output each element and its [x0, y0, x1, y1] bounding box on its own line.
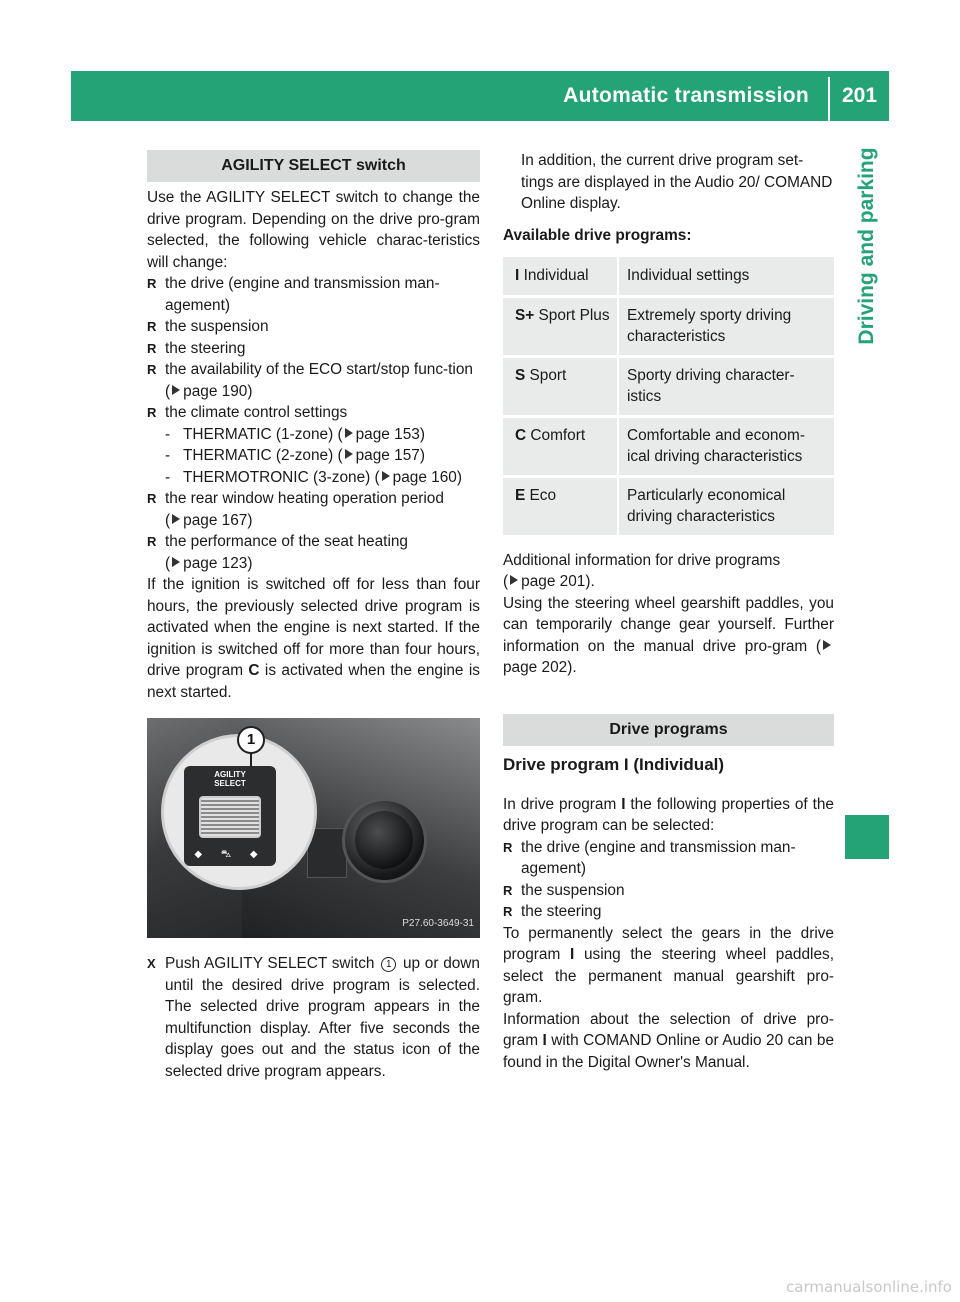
car-arrows-icon: ◆ ⛍ ◆: [194, 849, 266, 860]
dp-intro: In drive program I the following properties of the drive program can be selected:: [503, 795, 834, 834]
page-ref-arrow-icon: [510, 575, 518, 585]
agility-intro: Use the AGILITY SELECT switch to change the drive program. Depending on the drive pro-gram selected, the following vehicle charac-teristics will change:: [147, 189, 480, 271]
controller-knob-inner: [355, 811, 413, 869]
sub-list-item: - THERMATIC (1-zone) ( page 153): [147, 424, 480, 446]
subsection-heading: Drive program I (Individual): [503, 754, 725, 774]
section-heading-agility: AGILITY SELECT switch: [147, 150, 480, 182]
instruction-step: X Push AGILITY SELECT switch 1 up or down until the desired drive program is selected. The selected drive program appears in the multifunction display. After five seconds the display goes out and the status icon of the selected drive program appears.: [147, 953, 480, 1082]
page-ref[interactable]: page 201).: [521, 573, 595, 590]
table-row: [503, 298, 834, 355]
page-ref-arrow-icon: [172, 385, 180, 395]
table-row: [503, 418, 834, 475]
ignition-paragraph: If the ignition is switched off for less than four hours, the previously selected drive program is activated when the engine is next started. If the ignition is switched off for more than four hours, drive program C is activated when the engine is next started.: [147, 576, 480, 701]
agility-select-photo: [147, 718, 480, 938]
list-item-eco: R the availability of the ECO start/stop func-tion ( page 190): [147, 359, 480, 402]
page-ref[interactable]: page 202).: [503, 659, 577, 676]
list-item: R the suspension: [147, 316, 480, 338]
side-tab-label: Driving and parking: [855, 147, 878, 345]
program-name: S+ Sport Plus: [503, 298, 617, 355]
drive-programs-table: [503, 254, 834, 538]
page-ref-arrow-icon: [823, 640, 831, 650]
program-name: I Individual: [503, 257, 617, 295]
side-tab: [845, 121, 889, 371]
program-desc: Comfortable and econom-ical driving characteristics: [617, 418, 834, 475]
page-ref[interactable]: page 157): [355, 447, 425, 464]
display-intro: In addition, the current drive program set-tings are displayed in the Audio 20/ COMAND Online display.: [521, 152, 833, 212]
paddles-paragraph: Using the steering wheel gearshift paddles, you can temporarily change gear yourself. Further information on the manual drive pro-gram (page 202).: [503, 594, 834, 676]
switch-label: AGILITY SELECT: [214, 770, 246, 788]
program-name: E Eco: [503, 478, 617, 535]
program-name: S Sport: [503, 358, 617, 415]
sub-list-item: - THERMOTRONIC (3-zone) ( page 160): [147, 467, 480, 489]
table-row: [503, 257, 834, 295]
page-ref-arrow-icon: [345, 428, 353, 438]
list-item: R the drive (engine and transmission man-agement): [147, 273, 480, 316]
program-name: C Comfort: [503, 418, 617, 475]
page-ref-arrow-icon: [172, 514, 180, 524]
page-ref-arrow-icon: [345, 449, 353, 459]
info-paragraph: Information about the selection of drive pro-gram I with COMAND Online or Audio 20 can be found in the Digital Owner's Manual.: [503, 1010, 835, 1071]
list-item: R the steering: [503, 901, 834, 923]
page-ref[interactable]: page 153): [355, 425, 425, 443]
table-row: [503, 358, 834, 415]
section-heading-drive-programs: Drive programs: [503, 714, 834, 746]
page-ref-arrow-icon: [172, 557, 180, 567]
page-header: [71, 71, 889, 121]
permanent-paragraph: To permanently select the gears in the drive program I using the steering wheel paddles, select the permanent manual gearshift pro-gram.: [503, 924, 834, 1006]
left-column: [147, 150, 480, 1082]
table-row: [503, 478, 834, 535]
available-heading: Available drive programs:: [503, 226, 692, 244]
program-desc: Particularly economical driving characteristics: [617, 478, 834, 535]
list-item-seat-heating: R the performance of the seat heating ( page 123): [147, 531, 480, 574]
page-number: 201: [841, 84, 878, 107]
side-tab-marker: [845, 815, 889, 859]
page-ref[interactable]: page 190): [183, 382, 253, 400]
program-desc: Sporty driving character-istics: [617, 358, 834, 415]
callout-ref: 1: [381, 957, 396, 972]
page-ref-arrow-icon: [382, 471, 390, 481]
list-item-climate: R the climate control settings: [147, 402, 480, 424]
callout-line: [250, 754, 252, 768]
additional-info: Additional information for drive programs ( page 201).: [503, 551, 781, 590]
callout-number: 1: [237, 726, 265, 754]
chapter-title: Automatic transmission: [563, 84, 809, 107]
program-desc: Extremely sporty driving characteristics: [617, 298, 834, 355]
agility-switch: [199, 796, 261, 838]
list-item: R the steering: [147, 338, 480, 360]
page-ref[interactable]: page 123): [183, 554, 253, 572]
list-item: R the drive (engine and transmission man-agement): [503, 837, 834, 880]
sub-list-item: - THERMATIC (2-zone) ( page 157): [147, 445, 480, 467]
page-ref[interactable]: page 160): [392, 468, 462, 486]
list-item: R the suspension: [503, 880, 834, 902]
list-item-rear-window: R the rear window heating operation period ( page 167): [147, 488, 480, 531]
program-desc: Individual settings: [617, 257, 834, 295]
watermark: carmanualsonline.info: [786, 1278, 952, 1296]
image-code: P27.60-3649-31: [402, 917, 474, 929]
right-column: [503, 150, 834, 1073]
page-ref[interactable]: page 167): [183, 511, 253, 529]
